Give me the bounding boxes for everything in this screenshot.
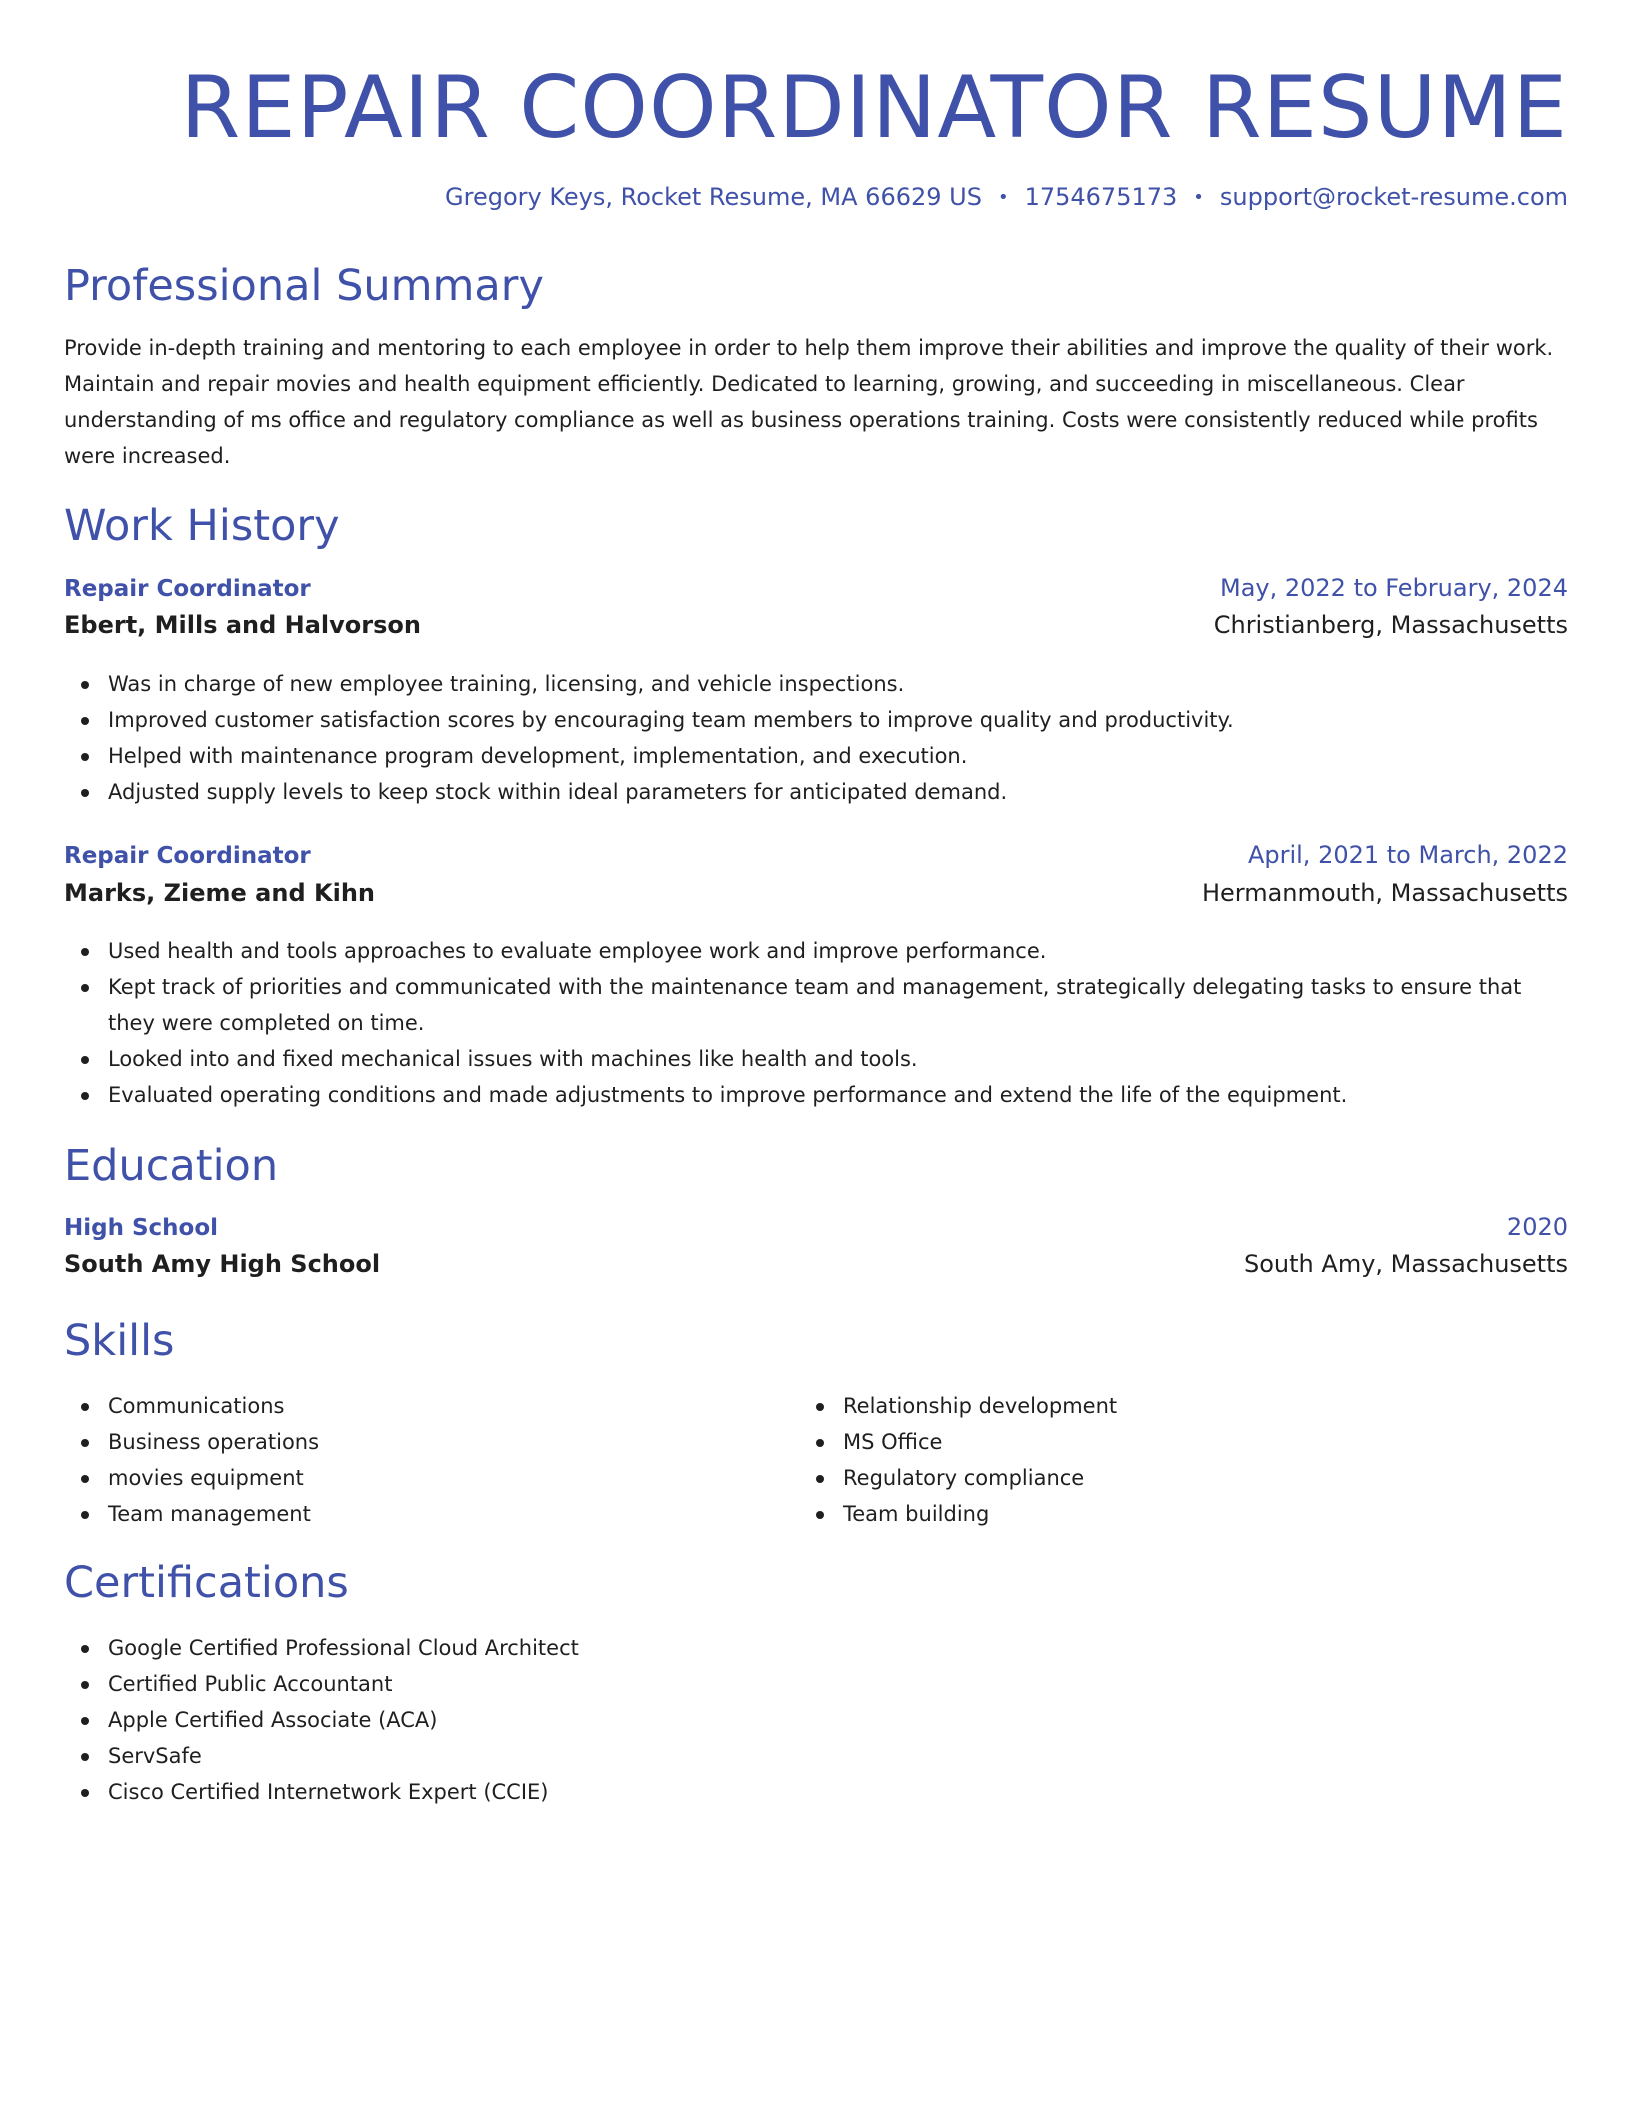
education-school: South Amy High School [64,1250,381,1278]
job-header-row [64,574,1568,602]
education-school-row [64,1250,1568,1278]
certification-item: Google Certified Professional Cloud Architect [64,1630,1568,1666]
job-company: Ebert, Mills and Halvorson [64,611,421,639]
education-header-row [64,1213,1568,1241]
contact-separator: • [997,187,1009,208]
skill-item: movies equipment [64,1460,764,1496]
education-location: South Amy, Massachusetts [1244,1250,1568,1278]
job-bullet: Used health and tools approaches to evaluate employee work and improve performance. [64,933,1568,969]
job-dates: April, 2021 to March, 2022 [1247,841,1568,869]
contact-email[interactable]: support@rocket-resume.com [1219,183,1568,211]
skills-list-right [799,1388,1499,1532]
contact-separator: • [1193,187,1204,208]
section-heading-skills: Skills [64,1316,175,1366]
skill-item: Team management [64,1496,764,1532]
job-bullet: Adjusted supply levels to keep stock within ideal parameters for anticipated demand. [64,774,1568,810]
job-bullets [64,933,1568,1113]
job-company: Marks, Zieme and Kihn [64,879,375,907]
job-header-row [64,841,1568,869]
section-heading-summary: Professional Summary [64,261,544,311]
education-degree: High School [64,1215,219,1241]
skills-list-left [64,1388,764,1532]
resume-title: REPAIR COORDINATOR RESUME [180,58,1568,158]
job-bullets [64,666,1568,810]
education-year: 2020 [1506,1213,1568,1241]
job-bullet: Was in charge of new employee training, licensing, and vehicle inspections. [64,666,1568,702]
skill-item: Team building [799,1496,1499,1532]
section-heading-certifications: Certifications [64,1558,349,1608]
skill-item: Regulatory compliance [799,1460,1499,1496]
summary-text: Provide in-depth training and mentoring to each employee in order to help them improve their abilities and improve the quality of their work. Maintain and repair movies and health equipment efficiently. Dedicated to learning, growing, and succeeding in miscellaneous. Clear understanding of ms office and regulatory compliance as well as business operations training. Costs were consistently reduced while profits were increased. [64,336,1554,468]
contact-address: Gregory Keys, Rocket Resume, MA 66629 US [445,183,982,211]
certification-item: ServSafe [64,1738,1568,1774]
section-heading-education: Education [64,1141,279,1191]
job-bullet: Helped with maintenance program development, implementation, and execution. [64,738,1568,774]
contact-line [445,180,1568,215]
certifications-list [64,1630,1568,1810]
skill-item: Business operations [64,1424,764,1460]
certification-item: Apple Certified Associate (ACA) [64,1702,1568,1738]
skill-item: Relationship development [799,1388,1499,1424]
job-bullet: Evaluated operating conditions and made adjustments to improve performance and extend the life of the equipment. [64,1077,1568,1113]
job-location: Christianberg, Massachusetts [1213,611,1568,639]
job-company-row [64,879,1568,907]
skill-item: MS Office [799,1424,1499,1460]
certification-item: Cisco Certified Internetwork Expert (CCIE) [64,1774,1568,1810]
job-bullet: Kept track of priorities and communicated with the maintenance team and management, strategically delegating tasks to ensure that they were completed on time. [64,969,1568,1041]
job-bullet: Improved customer satisfaction scores by encouraging team members to improve quality and productivity. [64,702,1568,738]
job-title: Repair Coordinator [64,843,311,869]
section-heading-work-history: Work History [64,501,340,551]
job-title: Repair Coordinator [64,576,311,602]
job-company-row [64,611,1568,639]
job-dates: May, 2022 to February, 2024 [1220,574,1568,602]
job-bullet: Looked into and fixed mechanical issues with machines like health and tools. [64,1041,1568,1077]
skill-item: Communications [64,1388,764,1424]
certification-item: Certified Public Accountant [64,1666,1568,1702]
job-location: Hermanmouth, Massachusetts [1201,879,1568,907]
contact-phone: 1754675173 [1024,183,1178,211]
